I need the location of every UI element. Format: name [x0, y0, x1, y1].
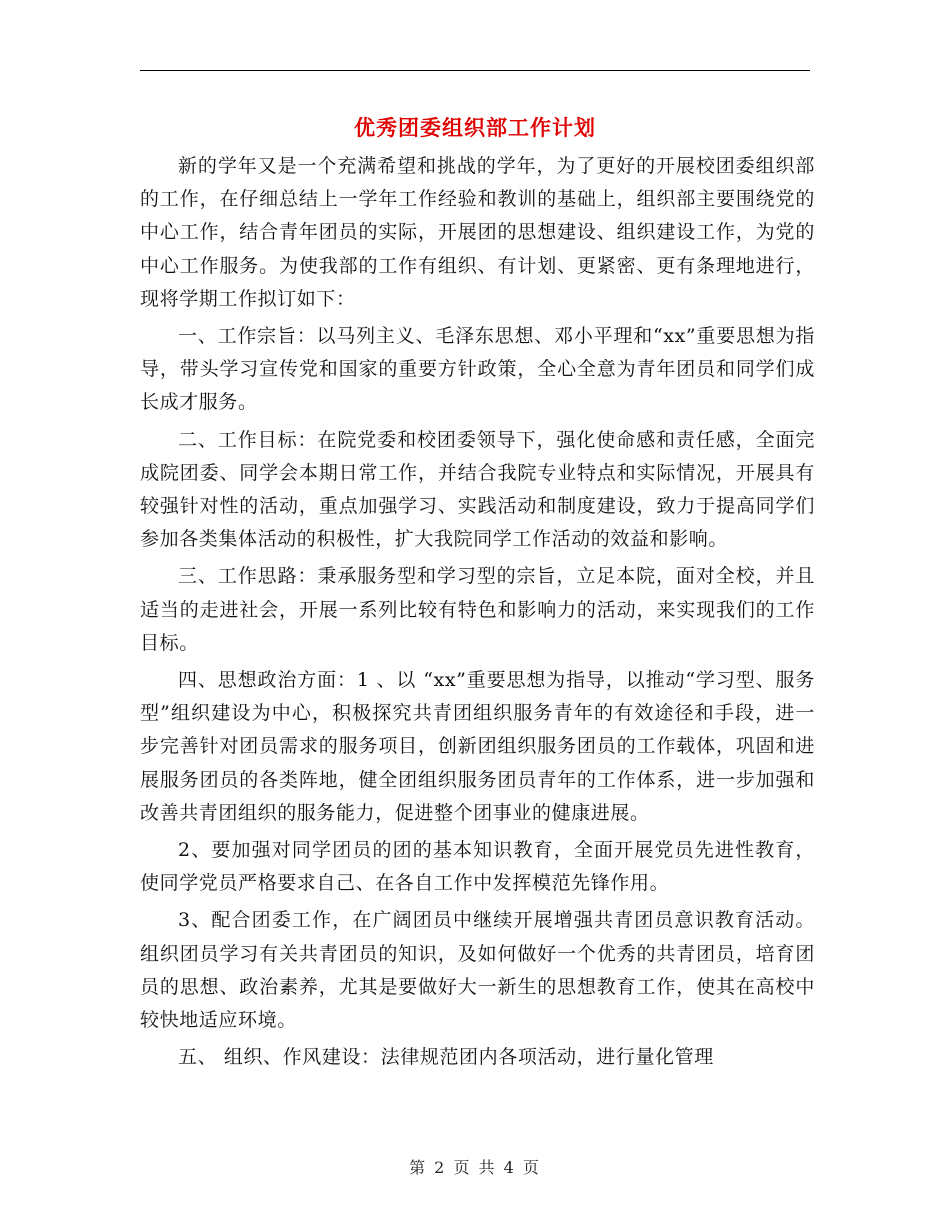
document-title: 优秀团委组织部工作计划 — [354, 116, 596, 140]
paragraph-intro: 新的学年又是一个充满希望和挑战的学年，为了更好的开展校团委组织部的工作，在仔细总结上一学年工作经验和教训的基础上，组织部主要围绕党的中心工作，结合青年团员的实际，开展团的思想建设、组织建设工作，为党的中心工作服务。为使我部的工作有组织、有计划、更紧密、更有条理地进行，现将学期工作拟订如下： — [140, 155, 815, 310]
header-rule — [140, 70, 810, 71]
paragraph-organization: 五、 组织、作风建设：法律规范团内各项活动，进行量化管理 — [178, 1046, 714, 1069]
paragraph-item-2: 2、要加强对同学团员的团的基本知识教育，全面开展党员先进性教育，使同学党员严格要求自己、在各自工作中发挥模范先锋作用。 — [140, 839, 815, 895]
paragraph-approach: 三、工作思路：秉承服务型和学习型的宗旨，立足本院，面对全校，并且适当的走进社会，开展一系列比较有特色和影响力的活动，来实现我们的工作目标。 — [140, 565, 815, 654]
paragraph-ideology: 四、思想政治方面：1 、以 “xx”重要思想为指导，以推动“学习型、服务型”组织建设为中心，积极探究共青团组织服务青年的有效途径和手段，进一步完善针对团员需求的服务项目，创新团组织服务团员的工作载体，巩固和进展服务团员的各类阵地，健全团组织服务团员青年的工作体系，进一步加强和改善共青团组织的服务能力，促进整个团事业的健康进展。 — [140, 669, 815, 824]
paragraph-item-3: 3、配合团委工作，在广阔团员中继续开展增强共青团员意识教育活动。组织团员学习有关共青团员的知识，及如何做好一个优秀的共青团员，培育团员的思想、政治素养，尤其是要做好大一新生的思想教育工作，使其在高校中较快地适应环境。 — [140, 909, 815, 1032]
paragraph-goals: 二、工作目标：在院党委和校团委领导下，强化使命感和责任感，全面完成院团委、同学会本期日常工作，并结合我院专业特点和实际情况，开展具有较强针对性的活动，重点加强学习、实践活动和制度建设，致力于提高同学们参加各类集体活动的积极性，扩大我院同学工作活动的效益和影响。 — [140, 428, 815, 551]
page-number: 第 2 页 共 4 页 — [409, 1158, 541, 1177]
document-body — [140, 150, 815, 1078]
paragraph-purpose: 一、工作宗旨：以马列主义、毛泽东思想、邓小平理和“xx”重要思想为指导，带头学习宣传党和国家的重要方针政策，全心全意为青年团员和同学们成长成才服务。 — [140, 325, 815, 414]
